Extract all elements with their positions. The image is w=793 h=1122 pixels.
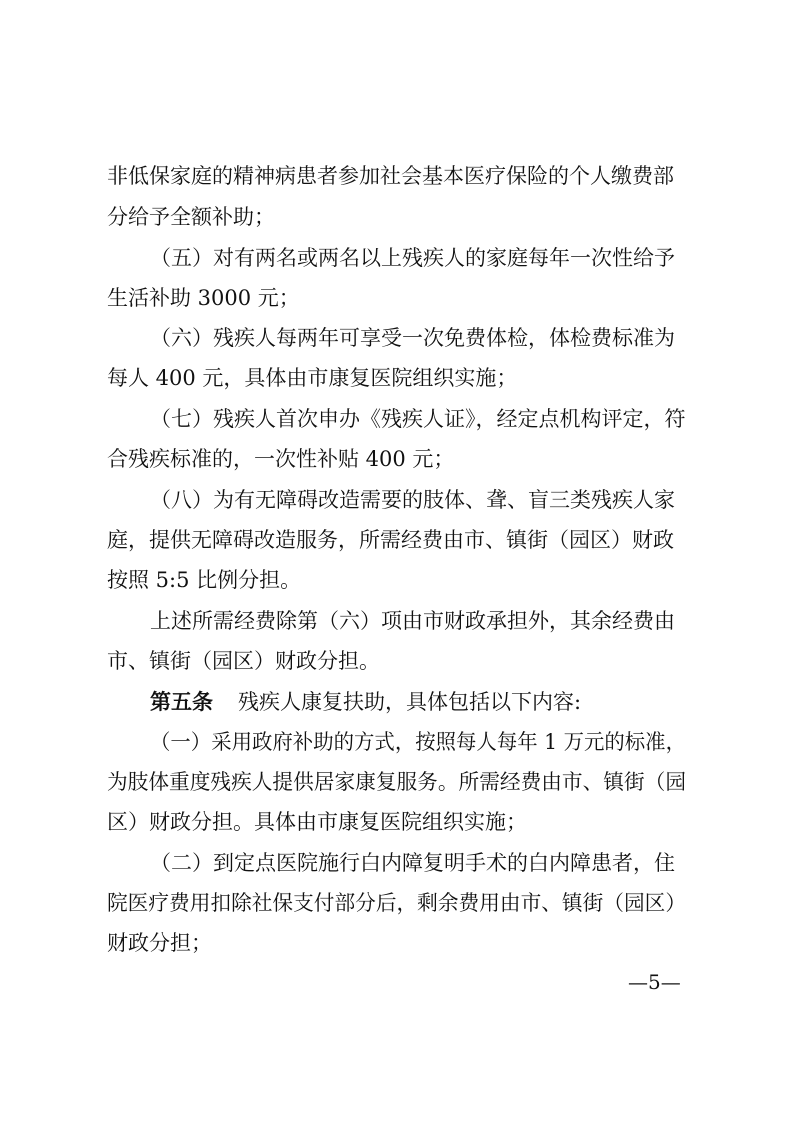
paragraph-line bbox=[0, 525, 793, 555]
line-text: （六）残疾人每两年可享受一次免费体检，体检费标准为 bbox=[150, 326, 675, 350]
line-text: 分给予全额补助； bbox=[107, 205, 275, 229]
paragraph-line bbox=[0, 848, 793, 878]
line-text: （二）到定点医院施行白内障复明手术的白内障患者，住 bbox=[150, 851, 675, 875]
article-heading: 第五条 bbox=[150, 690, 213, 714]
line-text: 残疾人康复扶助，具体包括以下内容: bbox=[238, 690, 582, 714]
line-text: 上述所需经费除第（六）项由市财政承担外，其余经费由 bbox=[150, 609, 675, 633]
paragraph-line bbox=[0, 727, 793, 757]
page-number: —5— bbox=[628, 970, 681, 994]
line-text: 庭，提供无障碍改造服务，所需经费由市、镇街（园区）财政 bbox=[107, 528, 674, 552]
line-text: 院医疗费用扣除社保支付部分后，剩余费用由市、镇街（园区） bbox=[107, 891, 686, 915]
line-text: （五）对有两名或两名以上残疾人的家庭每年一次性给予 bbox=[150, 246, 675, 270]
line-text: 合残疾标准的，一次性补贴 400 元； bbox=[107, 447, 455, 471]
line-text: 财政分担； bbox=[107, 931, 212, 955]
line-text: 每人 400 元，具体由市康复医院组织实施； bbox=[107, 366, 518, 390]
paragraph-line bbox=[0, 606, 793, 636]
line-text: （八）为有无障碍改造需要的肢体、聋、盲三类残疾人家 bbox=[150, 488, 675, 512]
paragraph-line bbox=[0, 807, 793, 837]
paragraph-line bbox=[0, 565, 793, 595]
line-text: 按照 5:5 比例分担。 bbox=[107, 568, 302, 592]
paragraph-line bbox=[0, 363, 793, 393]
paragraph-line bbox=[0, 243, 793, 273]
paragraph-line bbox=[0, 202, 793, 232]
paragraph-line bbox=[0, 888, 793, 918]
paragraph-line bbox=[0, 767, 793, 797]
line-text: 非低保家庭的精神病患者参加社会基本医疗保险的个人缴费部 bbox=[107, 164, 674, 188]
article-heading-line bbox=[0, 687, 793, 717]
paragraph-line bbox=[0, 404, 793, 434]
paragraph-line bbox=[0, 444, 793, 474]
line-text: （一）采用政府补助的方式，按照每人每年 1 万元的标准， bbox=[150, 730, 686, 754]
paragraph-line bbox=[0, 323, 793, 353]
line-text: 市、镇街（园区）财政分担。 bbox=[107, 649, 380, 673]
paragraph-line bbox=[0, 161, 793, 191]
paragraph-line bbox=[0, 283, 793, 313]
line-text: 生活补助 3000 元； bbox=[107, 286, 300, 310]
line-text: 区）财政分担。具体由市康复医院组织实施； bbox=[107, 810, 527, 834]
line-text: （七）残疾人首次申办《残疾人证》，经定点机构评定，符 bbox=[150, 407, 686, 431]
paragraph-line bbox=[0, 928, 793, 958]
line-text: 为肢体重度残疾人提供居家康复服务。所需经费由市、镇街（园 bbox=[107, 770, 686, 794]
paragraph-line bbox=[0, 485, 793, 515]
paragraph-line bbox=[0, 646, 793, 676]
